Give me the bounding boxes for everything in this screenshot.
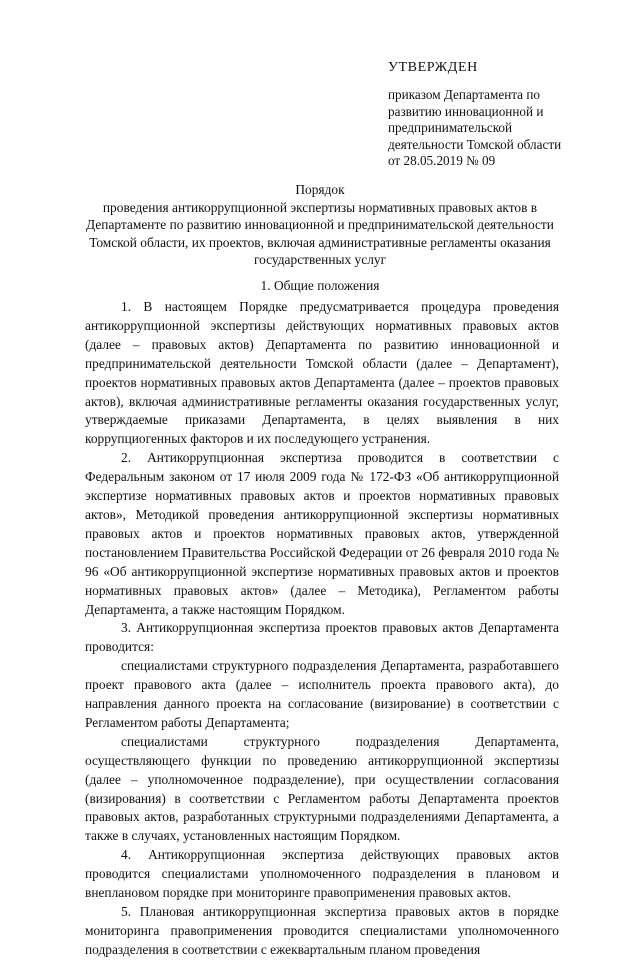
section-heading: 1. Общие положения (260, 278, 380, 293)
approval-title: УТВЕРЖДЕН (388, 60, 478, 75)
approval-line: развитию инновационной и (388, 103, 544, 119)
paragraph-1: 1. В настоящем Порядке предусматривается процедура проведения антикоррупционной экспертизы действующих нормативных правовых актов (далее – правовых актов) Департамента по развитию инновационной и предпринимательской деятельности Томской области (далее – Департамент), проектов нормативных правовых актов Департамента (далее – проектов правовых актов), включая административные регламенты оказания государственных услуг, утверждаемые приказами Департамента, в целях выявления в них коррупциогенных факторов и их последующего устранения. (85, 299, 559, 447)
paragraph-4: 4. Антикоррупционная экспертиза действующих правовых актов проводится специалистами уполномоченного подразделения в плановом и внеплановом порядке при мониторинге правоприменения правовых актов. (85, 847, 559, 901)
approval-line: деятельности Томской области (388, 136, 562, 152)
paragraph-3: 3. Антикоррупционная экспертиза проектов правовых актов Департамента проводится: (85, 620, 559, 655)
approval-stamp (388, 58, 588, 170)
document-title (80, 181, 560, 269)
approval-line: предпринимательской (388, 120, 513, 135)
paragraph-3-item-2: специалистами структурного подразделения Департамента, осуществляющего функции по проведению антикоррупционной экспертизы (далее – уполномоченное подразделение), при осуществлении согласования (визирования) в соответствии с Регламентом работы Департамента проектов правовых актов, разработанных структурными подразделениями Департамента, а также в случаях, установленных настоящим Порядком. (85, 733, 559, 844)
paragraph-5: 5. Плановая антикоррупционная экспертиза правовых актов в порядке мониторинга правоприменения проводится специалистами уполномоченного подразделения в соответствии с ежеквартальным планом проведения (85, 904, 559, 957)
title-line: государственных услуг (253, 252, 387, 267)
title-line: Порядок (295, 182, 345, 197)
paragraph-2: 2. Антикоррупционная экспертиза проводится в соответствии с Федеральным законом от 17 июля 2009 года № 172-ФЗ «Об антикоррупционной экспертизе нормативных правовых актов и проектов нормативных правовых актов», Методикой проведения антикоррупционной экспертизы нормативных правовых актов и проектов нормативных правовых актов, утвержденной постановлением Правительства Российской Федерации от 26 февраля 2010 года № 96 «Об антикоррупционной экспертизе нормативных правовых актов и проектов нормативных правовых актов» (далее – Методика), Регламентом работы Департамента, а также настоящим Порядком. (85, 450, 559, 617)
approval-line: приказом Департамента по (388, 87, 540, 102)
title-line: Департаменте по развитию инновационной и предпринимательской деятельности (86, 217, 554, 232)
title-line: Томской области, их проектов, включая административные регламенты оказания (89, 234, 551, 250)
document-body (85, 298, 559, 960)
paragraph-3-item-1: специалистами структурного подразделения Департамента, разработавшего проект правового акта (далее – исполнитель проекта правового акта), до направления данного проекта на согласование (визирование) в соответствии с Регламентом работы Департамента; (85, 658, 559, 730)
approval-line: от 28.05.2019 № 09 (388, 153, 496, 168)
title-line: проведения антикоррупционной экспертизы нормативных правовых актов в (102, 199, 538, 215)
